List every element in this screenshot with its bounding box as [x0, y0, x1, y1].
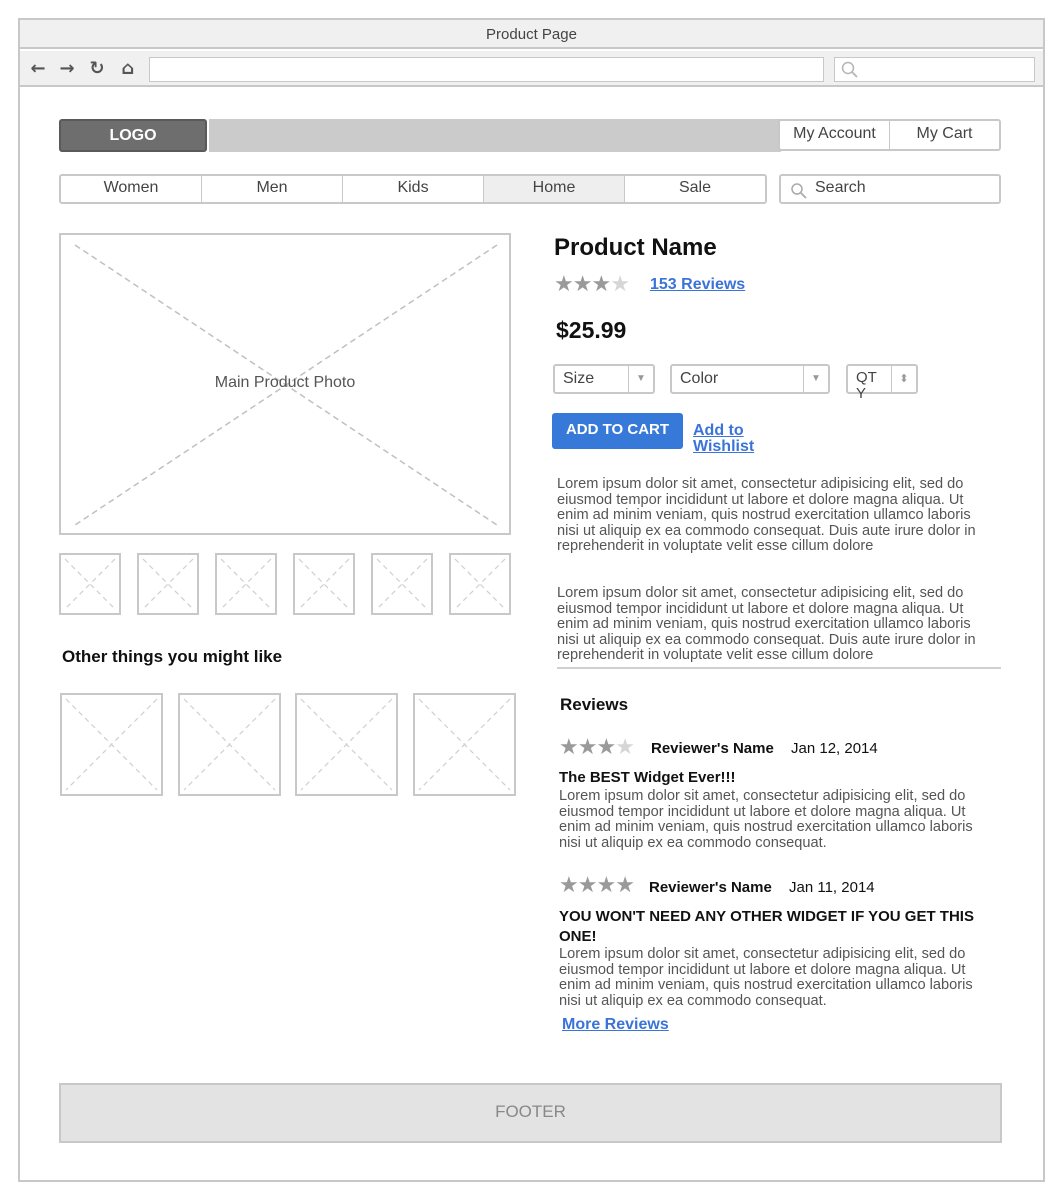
related-product-image[interactable] [60, 693, 163, 796]
my-cart-button[interactable]: My Cart [889, 121, 999, 149]
back-arrow-icon[interactable]: ← [30, 58, 46, 79]
account-cart-group [778, 119, 1001, 151]
star-icon: ★ [596, 873, 616, 898]
product-rating-stars [554, 274, 629, 296]
thumbnail-image[interactable] [215, 553, 277, 615]
related-product-image[interactable] [413, 693, 516, 796]
nav-item-women[interactable]: Women [103, 179, 159, 196]
image-placeholder-icon [451, 555, 509, 613]
image-placeholder-icon [62, 695, 161, 794]
browser-search-field[interactable] [834, 57, 1035, 82]
color-select[interactable] [670, 364, 830, 394]
category-nav [59, 174, 767, 204]
color-select-label: Color [680, 370, 719, 387]
review-2-stars [559, 875, 634, 897]
review-1-title: The BEST Widget Ever!!! [559, 769, 736, 786]
image-placeholder-icon [373, 555, 431, 613]
my-account-button[interactable]: My Account [793, 125, 876, 142]
nav-item-kids[interactable]: Kids [342, 176, 483, 202]
product-description-1: Lorem ipsum dolor sit amet, consectetur adipisicing elit, sed do eiusmod tempor incididunt ut labore et dolore magna aliqua. Ut enim ad minim veniam, quis nostrud exercitation ullamco laboris nisi ut aliquip ex ea commodo consequat. Duis aute irure dolor in reprehenderit in voluptate velit esse cillum dolore [557, 476, 976, 554]
product-description-2: Lorem ipsum dolor sit amet, consectetur adipisicing elit, sed do eiusmod tempor incididunt ut labore et dolore magna aliqua. Ut enim ad minim veniam, quis nostrud exercitation ullamco laboris nisi ut aliquip ex ea commodo consequat. Duis aute irure dolor in reprehenderit in voluptate velit esse cillum dolore [557, 585, 976, 663]
page-footer: FOOTER [59, 1083, 1002, 1143]
search-icon [840, 60, 860, 80]
main-photo-label: Main Product Photo [214, 374, 356, 391]
chevron-down-icon: ▼ [803, 366, 828, 392]
star-icon: ★ [577, 735, 597, 760]
search-placeholder: Search [815, 179, 866, 196]
star-icon: ★ [591, 272, 611, 297]
star-icon: ★ [572, 272, 592, 297]
thumbnail-image[interactable] [449, 553, 511, 615]
image-placeholder-icon [139, 555, 197, 613]
stepper-arrows-icon: ⬍ [891, 366, 916, 392]
thumbnail-image[interactable] [371, 553, 433, 615]
review-2-reviewer: Reviewer's Name [649, 879, 772, 896]
site-logo[interactable]: LOGO [59, 119, 207, 152]
size-select-label: Size [563, 370, 595, 387]
forward-arrow-icon[interactable]: → [59, 58, 75, 79]
add-to-wishlist-link[interactable] [693, 423, 754, 455]
header-banner [209, 119, 781, 152]
home-icon[interactable]: ⌂ [121, 58, 135, 79]
quantity-stepper[interactable] [846, 364, 918, 402]
nav-item-men[interactable]: Men [201, 176, 342, 202]
main-product-photo[interactable] [59, 233, 511, 535]
image-placeholder-icon [61, 555, 119, 613]
nav-item-sale[interactable]: Sale [624, 176, 765, 202]
review-1-reviewer: Reviewer's Name [651, 740, 774, 757]
image-placeholder-icon [297, 695, 396, 794]
product-name: Product Name [554, 234, 717, 261]
chevron-down-icon: ▼ [628, 366, 653, 392]
search-icon [790, 182, 808, 200]
qty-label: QTY [856, 369, 877, 402]
address-bar[interactable] [149, 57, 824, 82]
reviews-count-link[interactable]: 153 Reviews [650, 276, 746, 293]
review-1-date: Jan 12, 2014 [791, 740, 878, 757]
divider [557, 667, 1001, 669]
wishlist-line-1: Add to [693, 422, 744, 439]
image-placeholder-icon [295, 555, 353, 613]
star-icon: ★ [596, 735, 616, 760]
review-2-date: Jan 11, 2014 [789, 879, 875, 896]
star-icon: ★ [577, 873, 597, 898]
image-placeholder-icon [217, 555, 275, 613]
reviews-title: Reviews [560, 695, 629, 714]
review-1-stars [559, 737, 634, 759]
related-product-image[interactable] [295, 693, 398, 796]
review-1-body: Lorem ipsum dolor sit amet, consectetur adipisicing elit, sed do eiusmod tempor incididunt ut labore et dolore magna aliqua. Ut enim ad minim veniam, quis nostrud exercitation ullamco laboris nisi ut aliquip ex ea commodo consequat. [559, 788, 973, 851]
image-placeholder-icon [415, 695, 514, 794]
reload-icon[interactable]: ↻ [89, 58, 105, 79]
wishlist-line-2: Wishlist [693, 438, 755, 455]
size-select[interactable] [553, 364, 655, 394]
window-title: Product Page [20, 20, 1043, 49]
image-placeholder-icon [180, 695, 279, 794]
product-price: $25.99 [556, 317, 627, 343]
thumbnail-image[interactable] [59, 553, 121, 615]
review-2-body: Lorem ipsum dolor sit amet, consectetur adipisicing elit, sed do eiusmod tempor incididunt ut labore et dolore magna aliqua. Ut enim ad minim veniam, quis nostrud exercitation ullamco laboris nisi ut aliquip ex ea commodo consequat. [559, 946, 973, 1009]
related-title: Other things you might like [62, 647, 283, 666]
site-search-input[interactable] [779, 174, 1001, 204]
related-product-image[interactable] [178, 693, 281, 796]
star-icon: ★ [559, 735, 578, 760]
star-icon: ★ [559, 873, 578, 898]
star-icon: ★ [615, 873, 634, 898]
add-to-cart-button[interactable]: ADD TO CART [552, 413, 683, 449]
thumbnail-image[interactable] [293, 553, 355, 615]
star-icon: ★ [554, 272, 573, 297]
star-icon: ★ [615, 735, 634, 760]
star-icon: ★ [610, 272, 629, 297]
more-reviews-link[interactable]: More Reviews [562, 1016, 669, 1033]
review-2-title: YOU WON'T NEED ANY OTHER WIDGET IF YOU GET THIS ONE! [559, 908, 974, 945]
thumbnail-image[interactable] [137, 553, 199, 615]
nav-item-home[interactable]: Home [483, 176, 624, 202]
